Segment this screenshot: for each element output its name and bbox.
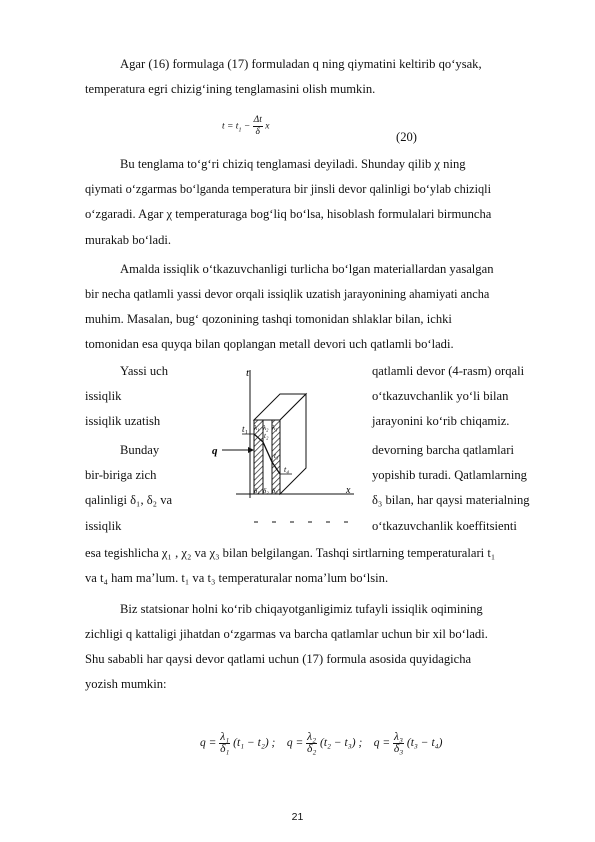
delta3-label: δ₃	[272, 487, 278, 495]
page-number: 21	[291, 811, 304, 823]
text-line: jarayonini ko‘rib chiqamiz.	[372, 414, 510, 428]
text-line: bir-biriga zich	[85, 468, 157, 482]
text-line: Amalda issiqlik o‘tkazuvchanligi turlicha bo‘lgan materiallardan yasalgan	[120, 262, 494, 276]
delta2-label: δ₂	[263, 487, 269, 495]
text-line: qalinligi δ₁, δ₂ va	[85, 493, 173, 507]
text-line: yozish mumkin:	[85, 677, 167, 691]
text-line: issiqlik	[85, 389, 122, 403]
text-line: qiymati o‘zgarmas bo‘lganda temperatura bir jinsli devor qalinligi bo‘ylab chiziqli	[85, 182, 492, 196]
text-line: bir necha qatlamli yassi devor orqali issiqlik uzatish jarayonining ahamiyati ancha	[85, 287, 490, 301]
t4-label: t₄	[284, 465, 290, 474]
q-label: q	[212, 445, 218, 457]
three-layer-wall-figure	[208, 362, 368, 534]
delta1-label: δ₁	[254, 487, 260, 495]
text-line: Biz statsionar holni ko‘rib chiqayotganligimiz tufayli issiqlik oqimining	[120, 602, 483, 616]
text-line: devorning barcha qatlamlari	[372, 443, 514, 457]
equation-layer-1: q = $\frac{\text{λ₁}}{\text{δ₁}}$ (t₁ − t₂) ;	[200, 731, 276, 755]
lambda2-label: λ₂	[263, 424, 269, 432]
text-line: zichligi q kattaligi jihatdan o‘zgarmas va barcha qatlamlar uchun bir xil bo‘ladi.	[85, 627, 488, 641]
text-line: Bunday	[120, 443, 160, 457]
t2-label: t₂	[264, 432, 269, 440]
text-line: Shu sababli har qaysi devor qatlami uchun (17) formula asosida quyidagicha	[85, 652, 472, 666]
t3-label: t₃	[274, 452, 279, 460]
text-line: issiqlik uzatish	[85, 414, 161, 428]
text-line: o‘zgaradi. Agar χ temperaturaga bog‘liq bo‘lsa, hisoblash formulalari birmuncha	[85, 207, 492, 221]
t1-label: t₁	[242, 424, 248, 434]
text-line: qatlamli devor (4-rasm) orqali	[372, 364, 525, 378]
text-line: va t₄ ham ma’lum. t₁ va t₃ temperaturalar noma’lum bo‘lsin.	[85, 571, 389, 585]
equation-20: $t = t_1$ − $\frac{\Delta t}{\delta}$ x	[222, 115, 270, 137]
text-line: tomonidan esa quyqa bilan qoplangan metall devori uch qatlamli bo‘ladi.	[85, 337, 454, 351]
text-line: o‘tkazuvchanlik koeffitsienti	[372, 519, 517, 533]
text-line: o‘tkazuvchanlik yo‘li bilan	[372, 389, 509, 403]
text-line: muhim. Masalan, bug‘ qozonining tashqi tomonidan shlaklar bilan, ichki	[85, 312, 452, 326]
equation-layer-3: q = $\frac{\text{λ₃}}{\text{δ₃}}$ (t₃ − t₄)	[373, 731, 443, 755]
text-line: δ₃ bilan, har qaysi materialning	[372, 493, 530, 507]
text-line: Agar (16) formulaga (17) formuladan q ning qiymatini keltirib qo‘ysak,	[120, 57, 482, 71]
text-line: Yassi uch	[120, 364, 169, 378]
lambda3-label: λ₃	[272, 424, 278, 432]
t-axis-label: t	[246, 367, 250, 379]
text-line: issiqlik	[85, 519, 122, 533]
text-line: Bu tenglama to‘g‘ri chiziq tenglamasi deyiladi. Shunday qilib χ ning	[120, 157, 466, 171]
text-line: yopishib turadi. Qatlamlarning	[372, 468, 527, 482]
x-axis-label: x	[346, 485, 351, 496]
text-line: temperatura egri chizig‘ining tenglamasini olish mumkin.	[85, 82, 376, 96]
equation-number: (20)	[396, 130, 417, 144]
text-line: esa tegishlicha χ₁ , χ₂ va χ₃ bilan belgilangan. Tashqi sirtlarning temperaturalari t₁	[85, 546, 496, 560]
equations-layers	[200, 732, 442, 755]
equation-layer-2: q = $\frac{\text{λ₂}}{\text{δ₂}}$ (t₂ − t₃) ;	[286, 731, 363, 755]
lambda1-label: λ₁	[254, 424, 260, 432]
text-line: murakab bo‘ladi.	[85, 233, 172, 247]
